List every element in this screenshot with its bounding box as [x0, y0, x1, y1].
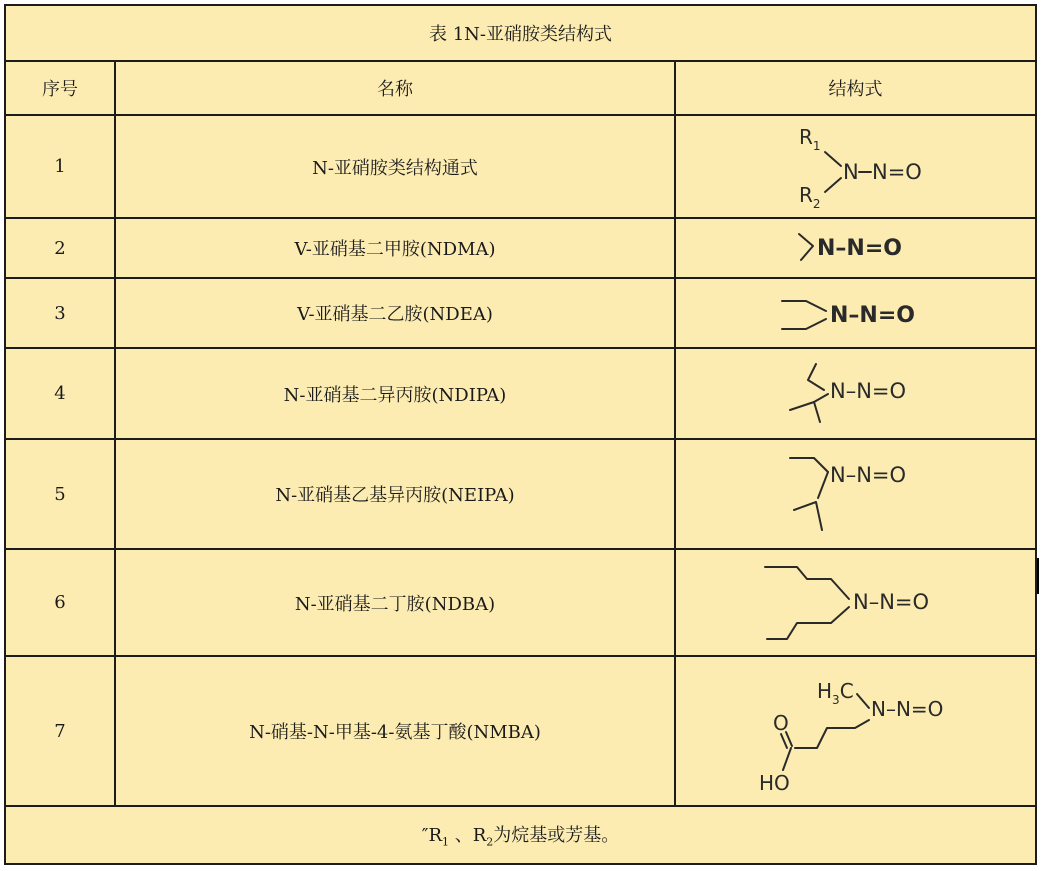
neipa-structure-icon	[776, 446, 936, 542]
row-name: N-亚硝胺类结构通式	[115, 115, 675, 218]
ndipa-structure-icon	[776, 354, 936, 434]
table-row	[5, 278, 1036, 348]
row-structure	[675, 278, 1036, 348]
header-index: 序号	[5, 61, 115, 115]
row-index: 7	[5, 656, 115, 806]
svg-text:HO: HO	[758, 771, 790, 795]
right-edge-mark	[1037, 558, 1039, 594]
row-structure	[675, 439, 1036, 549]
row-index: 6	[5, 549, 115, 656]
svg-text:R1: $R_1$	[798, 124, 821, 153]
svg-text:N=O: N=O	[871, 159, 922, 184]
table-row	[5, 115, 1036, 218]
svg-text:N–N=O: N–N=O	[829, 303, 915, 328]
ndea-structure-icon	[776, 287, 936, 339]
row-index: 4	[5, 348, 115, 439]
row-index: 1	[5, 115, 115, 218]
ndma-structure-icon	[781, 226, 931, 270]
svg-text:N–N=O: N–N=O	[852, 589, 929, 614]
row-structure	[675, 115, 1036, 218]
table-row	[5, 218, 1036, 278]
nmba-structure-icon	[751, 666, 961, 796]
svg-text:H3C: $H_3C$	[816, 679, 854, 707]
table-footnote-row	[5, 806, 1036, 864]
svg-text:N–N=O: N–N=O	[829, 463, 906, 487]
general-nitrosamine-structure-icon	[781, 122, 931, 212]
nitrosamine-structure-table	[4, 4, 1037, 865]
svg-text:N: N	[842, 159, 859, 184]
table-title-row	[5, 5, 1036, 61]
ndba-structure-icon	[761, 555, 951, 651]
row-name: N-硝基-N-甲基-4-氨基丁酸(NMBA)	[115, 656, 675, 806]
svg-text:N–N=O: N–N=O	[829, 378, 906, 403]
row-structure	[675, 218, 1036, 278]
row-name: V-亚硝基二甲胺(NDMA)	[115, 218, 675, 278]
row-index: 3	[5, 278, 115, 348]
table-header-row	[5, 61, 1036, 115]
row-index: 5	[5, 439, 115, 549]
row-structure	[675, 549, 1036, 656]
svg-text:R2: $R_2$	[798, 182, 821, 211]
table-row	[5, 549, 1036, 656]
row-structure	[675, 348, 1036, 439]
svg-text:O: O	[772, 711, 789, 735]
svg-text:N–N=O: N–N=O	[816, 236, 902, 261]
row-structure	[675, 656, 1036, 806]
row-name: N-亚硝基二丁胺(NDBA)	[115, 549, 675, 656]
table-row	[5, 656, 1036, 806]
table-title: 表 1N-亚硝胺类结构式	[5, 5, 1036, 61]
row-name: N-亚硝基乙基异丙胺(NEIPA)	[115, 439, 675, 549]
header-name: 名称	[115, 61, 675, 115]
table-row	[5, 348, 1036, 439]
row-name: V-亚硝基二乙胺(NDEA)	[115, 278, 675, 348]
row-name: N-亚硝基二异丙胺(NDIPA)	[115, 348, 675, 439]
table-row	[5, 439, 1036, 549]
table-footnote: $''R_1$ 、$R_2$为烷基或芳基。	[5, 806, 1036, 864]
svg-text:N–N=O: N–N=O	[870, 697, 943, 721]
row-index: 2	[5, 218, 115, 278]
header-structure: 结构式	[675, 61, 1036, 115]
